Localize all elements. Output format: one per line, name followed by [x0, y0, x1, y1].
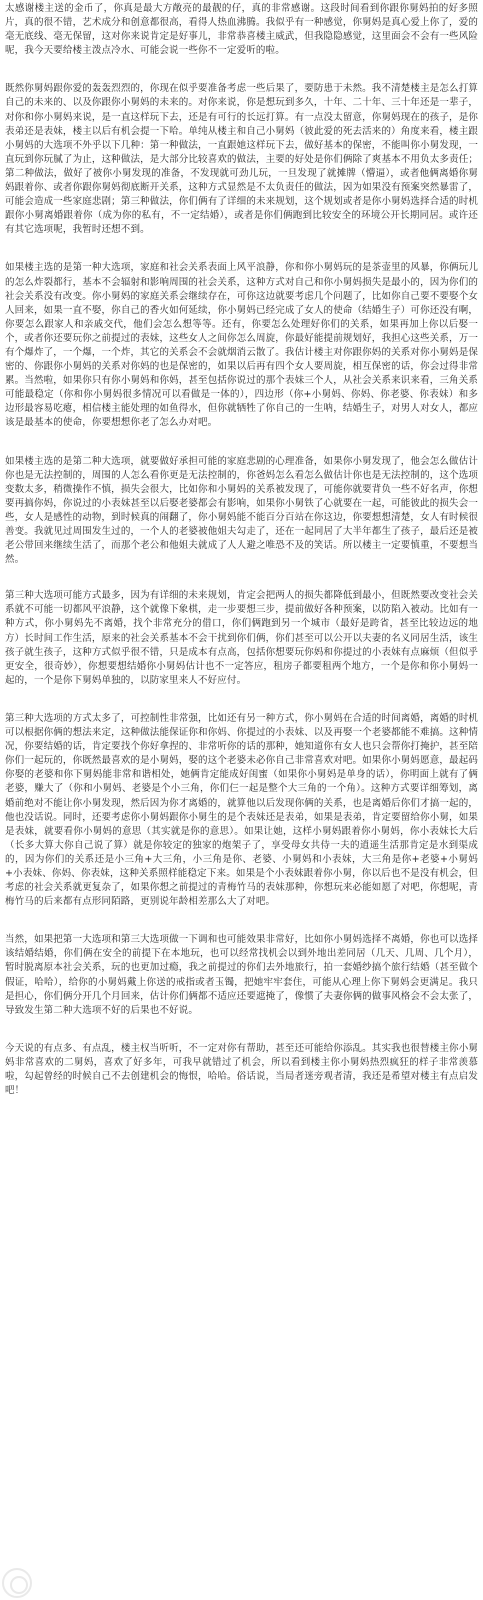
paragraph-combined-option: 当然，如果把第一大选项和第三大选项做一下调和也可能效果非常好，比如你小舅妈选择不离婚，你也可以选择该结婚结婚，你们俩在安全的前提下在本地玩，也可以经常找机会以到外地出差同居（几天、几周、几个月），暂时脱离原本社会关系，玩的也更加过瘾，我之前提过的你们去外地旅行，拍一套婚纱搞个旅行结婚（甚至做个假证，哈哈），给你的小舅妈戴上你送的戒指或者玉镯，把她牢牢套住，可能从心理上你下舅妈会更满足。我只是担心，你们俩分开几个月回来，估计你们俩都不适应还要遮掩了，像惯了夫妻你俩的做事风格会不会太张了，导致发生第二种大选项不好的后果也不好说。: [5, 934, 478, 1016]
paragraph-thanks: 太感谢楼主送的金币了，你真是最大方敞亮的最靓的仔，真的非常感谢。这段时间看到你跟你舅妈拍的好多照片，真的很不错，艺术成分和创意都很高，看得人热血沸腾。我似乎有一种感觉，你舅妈是真心爱上你了，爱的毫无底线、毫无保留，这对你来说肯定是好事儿，非常恭喜楼主威武，但我隐隐感觉，这里面会不会有一些风险呢，我今天要给楼主泼点冷水、可能会说一些你不一定爱听的啦。: [5, 3, 478, 57]
paragraph-option-two: 如果楼主选的是第二种大选项，就要做好承担可能的家庭悲剧的心理准备，如果你小舅发现了，他会怎么做估计你也是无法控制的，周围的人怎么看你更是无法控制的，你爸妈怎么看怎么做估计你也是无法控制的，这个选项变数太多，稍微操作不慎，损失会很大，比如你和小舅妈的关系被发现了，可能你就要背负一些不好名声，你想要再搞你妈，你说过的小表妹甚至以后娶老婆都会有影响，如果你小舅铁了心就要在一起，可能彼此的损失会一些，女人是感性的动物，到时候真的闹翻了，你小舅妈能不能百分百站在你这边，你要想想清楚，女人有时候很善变。我就见过周围发生过的，一个人的老婆被他姐夫勾走了，还在一起同居了大半年都生了孩子，最后还是被老公带回来继续生活了，而那个老公和他姐夫就成了人人避之唯恐不及的笑话。所以楼主一定要慎重，不要想当然。: [5, 455, 478, 566]
paragraph-closing: 今天说的有点多、有点乱，楼主权当听听，不一定对你有帮助，甚至还可能给你添乱。其实我也很替楼主你小舅妈非常喜欢的二舅妈，喜欢了好多年，可我早就错过了机会，所以看到楼主你小舅妈热烈疯狂的样子非常羡慕啦，勾起曾经的时候自己不去创建机会的悔恨，哈哈。俗话说，当局者迷旁观者清，我还是希望对楼主有点启发吧！: [5, 1042, 478, 1097]
paragraph-spacer: [5, 431, 478, 455]
paragraph-spacer: [5, 237, 478, 261]
paragraph-spacer: [5, 1018, 478, 1042]
paragraph-spacer: [5, 58, 478, 82]
paragraph-option-three-b: 第三种大选项的方式太多了，可控制性非常强，比如还有另一种方式，你小舅妈在合适的时间离婚，离婚的时机可以根据你俩的想法来定，这种做法能保证你和你妈、你提过的小表妹、以及再娶一个老婆都能不难搞。这种情况，你要结婚的话，肯定要找个你好拿捏的、非常听你的话的那种，她知道你有女人也只会帮你打掩护，甚至陪你们一起玩的，你既然最喜欢的是小舅妈，娶的这个老婆未必你自己非常喜欢对吧。如果你小舅妈愿意，最起码你娶的老婆和你下舅妈能非常和谐相处，她俩肯定能成好闺蜜（如果你小舅妈是单身的话），你明面上就有了俩老婆，赚大了（你和小舅妈、老婆是个小三角，你们仨一起是整个大三角的一个角）。这种方式要详细筹划，离婚前绝对不能让你小舅发现，然后因为你才离婚的，就算他以后发现你俩的关系，也是离婚后你们才搞一起的，他也没话说。同时，还要考虑你小舅妈跟你小舅生的是个表妹还是表弟，如果是表弟，肯定要留给你小舅，如果是表妹，就要看你小舅妈的意思（其实就是你的意思）。如果让她，这样小舅妈跟着你小舅妈，你小表妹长大后（长多大算大你自己说了算）就是你较定的独家的炮架子了，享受母女共侍一夫的逍遥生活那肯定是水到渠成的，因为你们的关系还是小三角+大三角，小三角是你、老婆、小舅妈和小表妹，大三角是你+老婆+小舅妈+小表妹、你妈、你表妹，这种关系照样能稳定下来。如果是个小表妹跟着你小舅，你以后也不是没有机会，但考虑的社会关系就更复杂了，如果你想之前提过的青梅竹马的表妹那种，你想玩来必能如愿了对吧，你想呢，青梅竹马的后来都有点形同陌路，更别说年龄相差那么大了对吧。: [5, 712, 478, 908]
paragraph-options-overview: 既然你舅妈跟你爱的轰轰烈烈的，你现在似乎要准备考虑一些后果了，要防患于未然。我不清楚楼主是怎么打算自己的未来的、以及你跟你小舅妈的未来的。对你来说，你是想玩到多久，十年、二十年、三十年还是一辈子，对你和你小舅妈来说，是一直这样玩下去，还是有可行的长远打算。有一点没太留意，你舅妈现在的孩子，是你表弟还是表妹，楼主以后有机会提一下哈。单纯从楼主和自己小舅妈（彼此爱的死去活来的）角度来看，楼主跟小舅妈的大选项不外乎以下几种：第一种做法，一直跟她这样玩下去，做好基本的保密，不能叫你小舅发现，一直玩到你玩腻了为止，这种做法，是大部分比较喜欢的做法，主要的好处是你们俩除了爽基本不用负太多责任；第二种做法，做好了被你小舅发现的准备，不发现就可劲儿玩，一旦发现了就摊牌（懵逼），或者他俩离婚你舅妈跟着你、或者你跟你舅妈彻底断开关系，这种方式显然是不太负责任的做法，因为如果没有预案突然暴雷了，可能会造成一些家庭悲剧；第三种做法，你们俩有了详细的未来规划，这个规划或者是你小舅妈选择合适的时机跟你小舅离婚跟着你（成为你的私有，不一定结婚），或者是你们俩跑到比较安全的环境公开长期同居。或许还有其它选项呢，我暂时还想不到。: [5, 83, 478, 236]
paragraph-spacer: [5, 688, 478, 712]
paragraph-option-three-a: 第三种大选项可能方式最多，因为有详细的未来规划，肯定会把两人的损失都降低到最小，但既然要改变社会关系就不可能一切都风平浪静，这个就像下象棋，走一步要想三步，提前做好各种预案，以防陷入被动。比如有一种方式，你小舅妈先不离婚，找个非常充分的借口，你们俩跑到另一个城市（最好是跨省，甚至比较边远的地方）长时间工作生活，原来的社会关系基本不会干扰到你们俩，你们甚至可以公开以夫妻的名义同居生活，该生孩子就生孩子，这种方式似乎很不错，只是成本有点高，包括你想要玩你妈和你提过的小表妹有点麻烦（但似乎更安全，很奇妙），你想要想结婚你小舅妈估计也不一定答应，租房子都要租两个地方，一个是你和你小舅妈一起的，一个是你下舅妈单独的，以防家里来人不好应付。: [5, 590, 478, 686]
watermark-logo-icon: [2, 1568, 32, 1598]
paragraph-spacer: [5, 567, 478, 589]
paragraph-option-one: 如果楼主选的是第一种大选项，家庭和社会关系表面上风平浪静，你和你小舅妈玩的是茶壶里的风暴，你俩玩儿的怎么炸裂都行，基本不会辐射和影响周围的社会关系，这种方式对自己和你小舅妈损失是最小的，因为你们的社会关系没有改变。你小舅妈的家庭关系会继续存在，可你这边就要考虑几个问题了，比如你自己要不要娶个女人回来，如果一直不娶，你自己的香火如何延续，你小舅妈已经完成了女人的使命（结婚生子）可你还没有啊，你要怎么跟家人和亲戚交代，他们会怎么想等等。还有，你要怎么处理好你们的关系，如果再加上你以后娶一个，或者你还要玩你之前提过的表妹，这些女人之间你怎么周旋，你最好能提前规划好，我担心这些关系，万一有个爆炸了，一个爆，一个炸，其它的关系会不会就烟消云散了。我估计楼主对你跟你妈的关系对你小舅妈是保密的、你跟你小舅妈的关系对你妈的也是保密的，如果以后再有四个女人要周旋，相互保密的话，你会过得非常累。当然啦，如果你只有你小舅妈和你妈，甚至包括你说过的那个表妹三个人，从社会关系来识来看，三角关系可能最稳定（你和你小舅妈很多情况可以看做是一体的），四边形（你+小舅妈、你妈、你老婆、你表妹）和多边形最容易吃瘪，相信楼主能处理的如鱼得水，但你就牺牲了你自己的一生呐，结婚生子，对男人对女人，都应该是最基本的使命，你要想想你老了怎么办对吧。: [5, 262, 478, 429]
paragraph-spacer: [5, 909, 478, 933]
